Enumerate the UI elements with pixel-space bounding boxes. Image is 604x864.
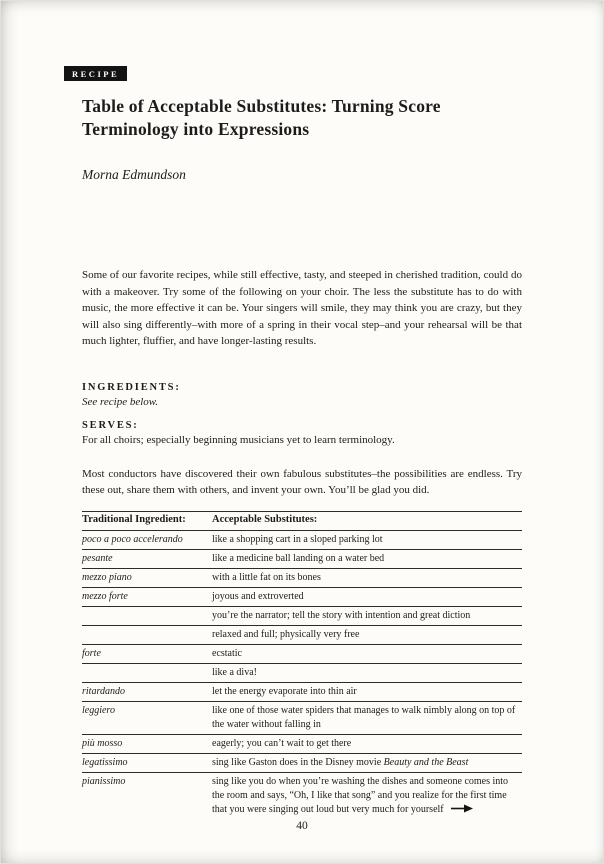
table-row	[82, 569, 522, 588]
ingredient-cell	[82, 666, 212, 680]
substitute-cell: let the energy evaporate into thin air	[212, 685, 357, 697]
serves-text: For all choirs; especially beginning musicians yet to learn terminology.	[82, 433, 395, 446]
serves-heading: SERVES:	[82, 419, 139, 431]
table-row	[82, 773, 522, 819]
ingredient-cell: mezzo forte	[82, 590, 128, 602]
substitute-cell: relaxed and full; physically very free	[212, 628, 360, 640]
ingredient-cell: forte	[82, 647, 101, 659]
intro-paragraph: Some of our favorite recipes, while still effective, tasty, and steeped in cherished tradition, could do with a makeover. Try some of the following on your choir. The less the substitute has to do with music, the more effective it can be. Your singers will smile, they may think you are crazy, but they will also sing differently–with more of a spring in their vocal step–and your rehearsal will be that much lighter, fluffier, and have longer-lasting results.	[82, 269, 522, 348]
page-title: Table of Acceptable Substitutes: Turning Score Terminology into Expressions	[82, 96, 441, 140]
substitute-cell: ecstatic	[212, 647, 242, 659]
continued-arrow-icon	[451, 804, 473, 813]
ingredient-cell: legatissimo	[82, 756, 128, 768]
ingredient-cell: leggiero	[82, 704, 115, 716]
ingredients-text: See recipe below.	[82, 395, 159, 408]
table-row	[82, 664, 522, 683]
ingredient-cell	[82, 628, 212, 642]
ingredients-heading: INGREDIENTS:	[82, 381, 181, 393]
table-row	[82, 702, 522, 735]
ingredient-cell: mezzo piano	[82, 571, 132, 583]
substitute-cell: eagerly; you can’t wait to get there	[212, 737, 352, 749]
closing-paragraph: Most conductors have discovered their own fabulous substitutes–the possibilities are endless. Try these out, share them with others, and invent your own. You’ll be glad you did.	[82, 467, 522, 497]
table-row	[82, 626, 522, 645]
substitute-cell: like a shopping cart in a sloped parking lot	[212, 533, 383, 545]
substitutes-table	[82, 511, 522, 820]
substitute-cell: you’re the narrator; tell the story with intention and great diction	[212, 609, 471, 621]
table-row	[82, 683, 522, 702]
page-number: 40	[296, 820, 308, 832]
substitute-cell: like one of those water spiders that manages to walk nimbly along on top of the water without falling in	[212, 704, 516, 730]
recipe-tag: RECIPE	[64, 66, 127, 81]
table-row	[82, 588, 522, 607]
ingredient-cell: ritardando	[82, 685, 125, 697]
ingredient-cell: più mosso	[82, 737, 123, 749]
table-row	[82, 550, 522, 569]
substitute-cell	[212, 775, 522, 817]
ingredient-cell	[82, 609, 212, 623]
author-byline: Morna Edmundson	[82, 167, 186, 183]
substitute-text: sing like Gaston does in the Disney movie	[212, 756, 384, 768]
table-row	[82, 754, 522, 773]
substitute-cell: with a little fat on its bones	[212, 571, 321, 583]
substitute-text: sing like you do when you’re washing the dishes and someone comes into the room and says, “Oh, I like that song” and you realize for the first time that you were singing out loud but very much for yourself	[212, 775, 509, 815]
ingredient-cell: poco a poco accelerando	[82, 533, 183, 545]
ingredient-cell: pianissimo	[82, 775, 126, 787]
substitute-cell: like a medicine ball landing on a water bed	[212, 552, 385, 564]
table-row	[82, 607, 522, 626]
table-row	[82, 531, 522, 550]
substitute-cell: joyous and extroverted	[212, 590, 304, 602]
ingredient-cell: pesante	[82, 552, 113, 564]
table-row	[82, 645, 522, 664]
table-header-row	[82, 512, 522, 532]
ingredient-column-header: Traditional Ingredient:	[82, 514, 186, 526]
substitute-cell	[212, 756, 522, 770]
substitute-column-header: Acceptable Substitutes:	[212, 514, 318, 526]
movie-title: Beauty and the Beast	[383, 756, 469, 768]
substitute-cell: like a diva!	[212, 666, 257, 678]
table-row	[82, 735, 522, 754]
